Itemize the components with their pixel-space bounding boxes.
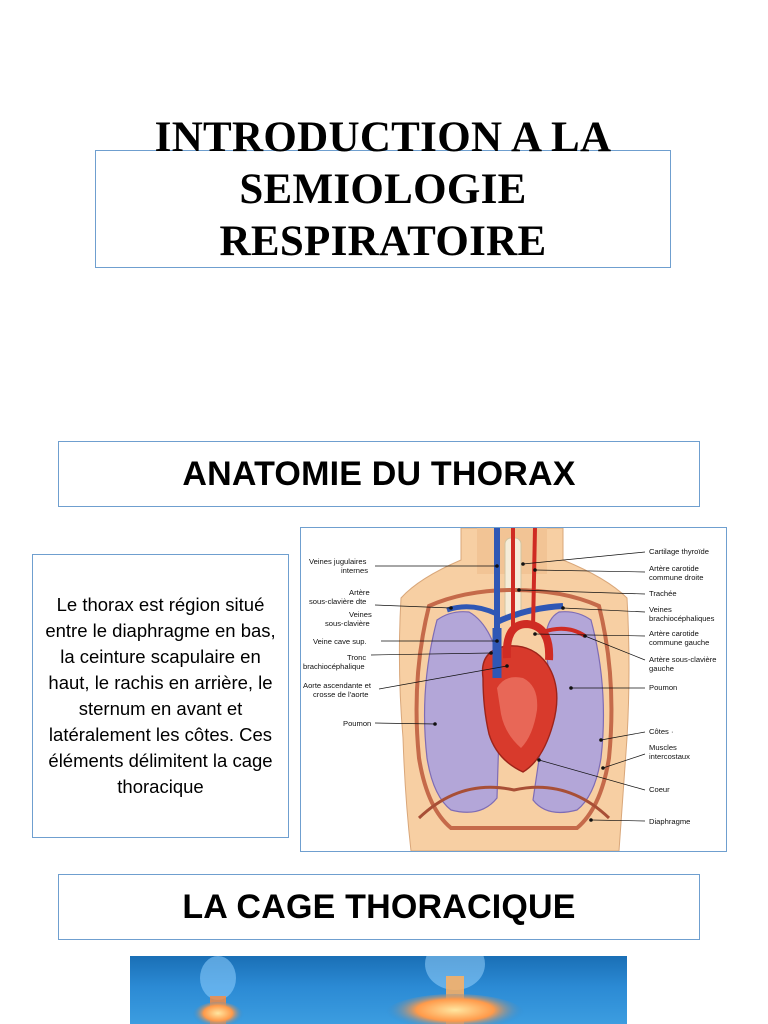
label-carotide-droite-2: commune droite — [649, 573, 704, 582]
label-poumon-left: Poumon — [343, 719, 372, 728]
label-carotide-gauche-2: commune gauche — [649, 638, 710, 647]
label-artere-sc-2: sous-clavière dte — [309, 597, 367, 606]
section-title-cage: LA CAGE THORACIQUE — [182, 887, 576, 926]
label-muscles-1: Muscles — [649, 743, 677, 752]
page-title — [95, 112, 671, 268]
description-text: Le thorax est région situé entre le diaphragme en bas, la ceinture scapulaire en haut, le rachis en arrière, le sternum en avant et latéralement les côtes. Ces éléments délimitent la cage thoracique — [45, 594, 276, 797]
label-veines-jugulaires-2: internes — [341, 566, 369, 575]
label-artere-sc-gauche-2: gauche — [649, 664, 674, 673]
label-diaphragme: Diaphragme — [649, 817, 691, 826]
label-aorte-1: Aorte ascendante et — [303, 681, 371, 690]
label-veine-cave: Veine cave sup. — [313, 637, 367, 646]
description-box — [32, 554, 289, 838]
carotid-artery-left — [533, 528, 535, 628]
label-carotide-droite-1: Artère carotide — [649, 564, 699, 573]
section-title: ANATOMIE DU THORAX — [182, 454, 576, 493]
label-cotes: Côtes · — [649, 727, 674, 736]
section-heading-cage — [58, 874, 700, 940]
thorax-anatomy-figure — [300, 527, 727, 852]
figure-left-head — [200, 956, 236, 1000]
section-heading-anatomie — [58, 441, 700, 507]
label-trachee: Trachée — [649, 589, 677, 598]
figure-right-glow — [385, 994, 525, 1024]
label-veines-sc-1: Veines — [349, 610, 372, 619]
thorax-illustration — [301, 528, 726, 851]
label-carotide-gauche-1: Artère carotide — [649, 629, 699, 638]
label-artere-sc-1: Artère — [349, 588, 370, 597]
label-tronc-1: Tronc — [347, 653, 367, 662]
label-aorte-2: crosse de l'aorte — [313, 690, 369, 699]
figure-left-glow — [192, 1002, 244, 1024]
label-poumon-right: Poumon — [649, 683, 678, 692]
title-line-2: SEMIOLOGIE — [239, 166, 527, 213]
label-cartilage: Cartilage thyroïde — [649, 547, 709, 556]
label-veines-brachio-2: brachiocéphaliques — [649, 614, 715, 623]
label-veines-jugulaires-1: Veines jugulaires — [309, 557, 367, 566]
skeleton-illustration — [130, 956, 627, 1024]
label-tronc-2: brachiocéphalique — [303, 662, 365, 671]
rib-cage-photo — [130, 956, 627, 1024]
label-veines-sc-2: sous-clavière — [325, 619, 370, 628]
label-veines-brachio-1: Veines — [649, 605, 672, 614]
label-muscles-2: intercostaux — [649, 752, 690, 761]
title-line-3: RESPIRATOIRE — [219, 218, 547, 265]
label-coeur: Coeur — [649, 785, 670, 794]
title-line-1: INTRODUCTION A LA — [154, 114, 612, 161]
label-artere-sc-gauche-1: Artère sous-clavière — [649, 655, 717, 664]
